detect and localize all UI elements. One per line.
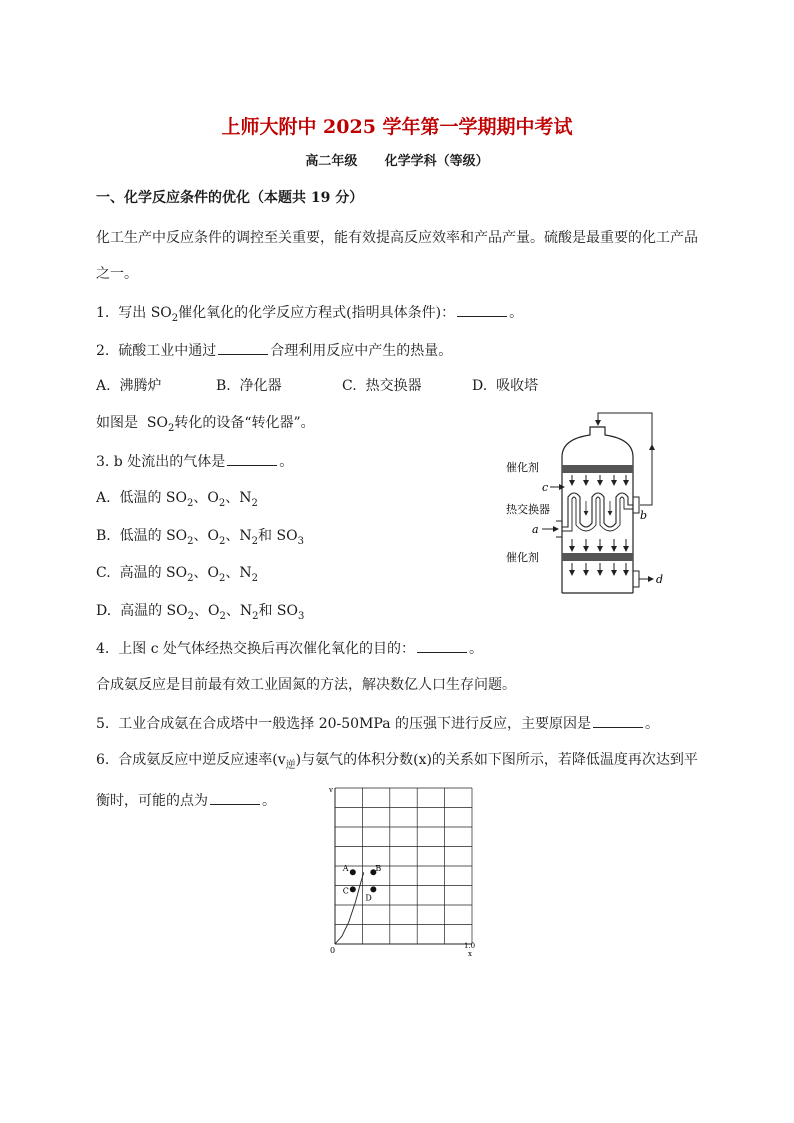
q2-option-b: B. 净化器 <box>216 378 282 394</box>
catalyst-bed-bottom <box>562 553 633 561</box>
x-axis-label: x <box>468 950 472 958</box>
q6-line2-pre: 衡时，可能的点为 <box>96 793 208 809</box>
answer-blank-3[interactable] <box>227 451 277 466</box>
chart-grid <box>335 788 472 944</box>
vessel-dome <box>562 427 633 465</box>
q3-pre: 3. b 处流出的气体是 <box>96 454 226 470</box>
rate-vs-fraction-chart <box>320 782 490 962</box>
q3-d-rest1: 、O <box>193 603 220 619</box>
sub: 2 <box>186 497 194 509</box>
rate-curve <box>335 872 364 944</box>
question-4 <box>96 638 483 659</box>
q5-pre: 5. 工业合成氨在合成塔中一般选择 20-50MPa 的压强下进行反应，主要原因是 <box>96 716 591 732</box>
q3-a-label: A. 低温的 SO <box>96 490 187 506</box>
q3-c-rest2: 、N <box>225 565 252 581</box>
q5-end: 。 <box>645 716 659 732</box>
q3-b-label: B. 低温的 SO <box>96 528 188 544</box>
q4-pre: 4. 上图 c 处气体经热交换后再次催化氧化的目的： <box>96 641 415 657</box>
sub: 2 <box>218 572 226 584</box>
q3-d-label: D. 高温的 SO <box>96 603 188 619</box>
sub: 3 <box>298 610 305 622</box>
q3-b-rest2: 、N <box>225 528 252 544</box>
sub: 2 <box>187 572 194 584</box>
question-2 <box>96 340 452 361</box>
answer-blank-4[interactable] <box>417 638 467 653</box>
label-c: c <box>542 481 549 494</box>
q3-option-d <box>96 601 304 621</box>
q6-sub: 逆 <box>285 759 296 771</box>
answer-blank-2[interactable] <box>218 340 268 355</box>
chart-point-label-a: A <box>342 864 349 874</box>
sub: 2 <box>187 535 194 547</box>
fig-intro-pre: 如图是 SO <box>96 415 168 431</box>
label-b: b <box>640 509 648 522</box>
q3-b-tail: 和 SO <box>258 528 298 544</box>
q3-option-a <box>96 488 258 508</box>
chart-point-label-d: D <box>365 893 372 903</box>
label-catalyst-top: 催化剂 <box>506 461 539 474</box>
catalyst-arrows-bottom <box>572 563 626 575</box>
chart-point-label-c: C <box>342 886 349 896</box>
label-heat-exchanger: 热交换器 <box>506 503 550 516</box>
label-d: d <box>656 573 664 586</box>
chart-point-d <box>370 886 376 892</box>
q2-option-d: D. 吸收塔 <box>472 378 539 394</box>
q3-b-rest1: 、O <box>193 528 220 544</box>
sub: 2 <box>251 535 259 547</box>
q6-end: 。 <box>262 793 276 809</box>
catalyst-bed-top <box>562 465 633 473</box>
question-5 <box>96 713 659 734</box>
question-1 <box>96 302 523 323</box>
page-subtitle: 高二年级 化学学科（等级） <box>305 154 489 169</box>
outlet-b-stub <box>633 497 639 513</box>
outlet-d-stub <box>633 571 639 587</box>
recycle-line <box>598 413 652 505</box>
q1-post: 催化氧化的化学反应方程式(指明具体条件)： <box>178 305 456 321</box>
question-6-line-2 <box>96 790 276 811</box>
section-heading: 一、化学反应条件的优化（本题共 19 分） <box>96 190 364 206</box>
q3-option-b <box>96 526 304 546</box>
page-title: 上师大附中 2025 学年第一学期期中考试 <box>221 116 573 138</box>
q2-option-a: A. 沸腾炉 <box>96 378 162 394</box>
origin-label: 0 <box>330 946 336 955</box>
fig-intro-post: 转化的设备“转化器”。 <box>174 415 315 431</box>
exchanger-flow-arrows <box>586 501 610 515</box>
ammonia-intro: 合成氨反应是目前最有效工业固氮的方法，解决数亿人口生存问题。 <box>96 677 516 693</box>
sub: 2 <box>251 497 258 509</box>
q2-pre: 2. 硫酸工业中通过 <box>96 343 217 359</box>
intro-line-2: 之一。 <box>96 266 138 282</box>
fig-intro-sub: 2 <box>167 422 175 434</box>
q3-c-rest1: 、O <box>193 565 219 581</box>
y-axis-label: v <box>329 786 333 794</box>
q6-post: )与氨气的体积分数(x)的关系如下图所示，若降低温度再次达到平 <box>295 752 698 768</box>
sub: 2 <box>251 572 258 584</box>
intro-line-1: 化工生产中反应条件的调控至关重要，能有效提高反应效率和产品产量。硫酸是最重要的化工产品 <box>96 230 698 246</box>
label-a: a <box>532 523 539 536</box>
chart-points <box>342 864 382 902</box>
q3-d-tail: 和 SO <box>258 603 298 619</box>
x-end-label: 1.0 <box>464 942 476 950</box>
q2-option-c: C. 热交换器 <box>342 378 422 394</box>
figure-intro <box>96 413 315 433</box>
answer-blank-1[interactable] <box>457 302 507 317</box>
catalyst-arrows-top <box>572 475 626 485</box>
heat-exchanger-coil-inner <box>562 497 633 531</box>
chart-point-a <box>350 869 356 875</box>
q3-d-rest2: 、N <box>225 603 253 619</box>
sub: 2 <box>252 610 259 622</box>
q1-sub: 2 <box>171 312 179 324</box>
q4-end: 。 <box>469 641 483 657</box>
answer-blank-5[interactable] <box>593 713 643 728</box>
q3-a-rest1: 、O <box>193 490 219 506</box>
q2-post: 合理利用反应中产生的热量。 <box>270 343 453 359</box>
question-6-line-1 <box>96 750 698 770</box>
sub: 2 <box>219 610 226 622</box>
sub: 3 <box>297 535 304 547</box>
q6-pre: 6. 合成氨反应中逆反应速率(v <box>96 752 286 768</box>
q3-c-label: C. 高温的 SO <box>96 565 188 581</box>
q1-pre: 1. 写出 SO <box>96 305 172 321</box>
question-3 <box>96 451 293 472</box>
q3-end: 。 <box>279 454 294 470</box>
q3-a-rest2: 、N <box>225 490 252 506</box>
q3-option-c <box>96 563 258 583</box>
converter-figure <box>500 405 680 600</box>
flow-arrows-mid <box>572 539 626 551</box>
sub: 2 <box>187 610 194 622</box>
label-catalyst-bottom: 催化剂 <box>506 551 539 564</box>
sub: 2 <box>219 535 226 547</box>
chart-point-c <box>350 886 356 892</box>
chart-point-label-b: B <box>375 864 382 874</box>
answer-blank-6[interactable] <box>210 790 260 805</box>
sub: 2 <box>218 497 226 509</box>
q1-end: 。 <box>509 305 524 321</box>
